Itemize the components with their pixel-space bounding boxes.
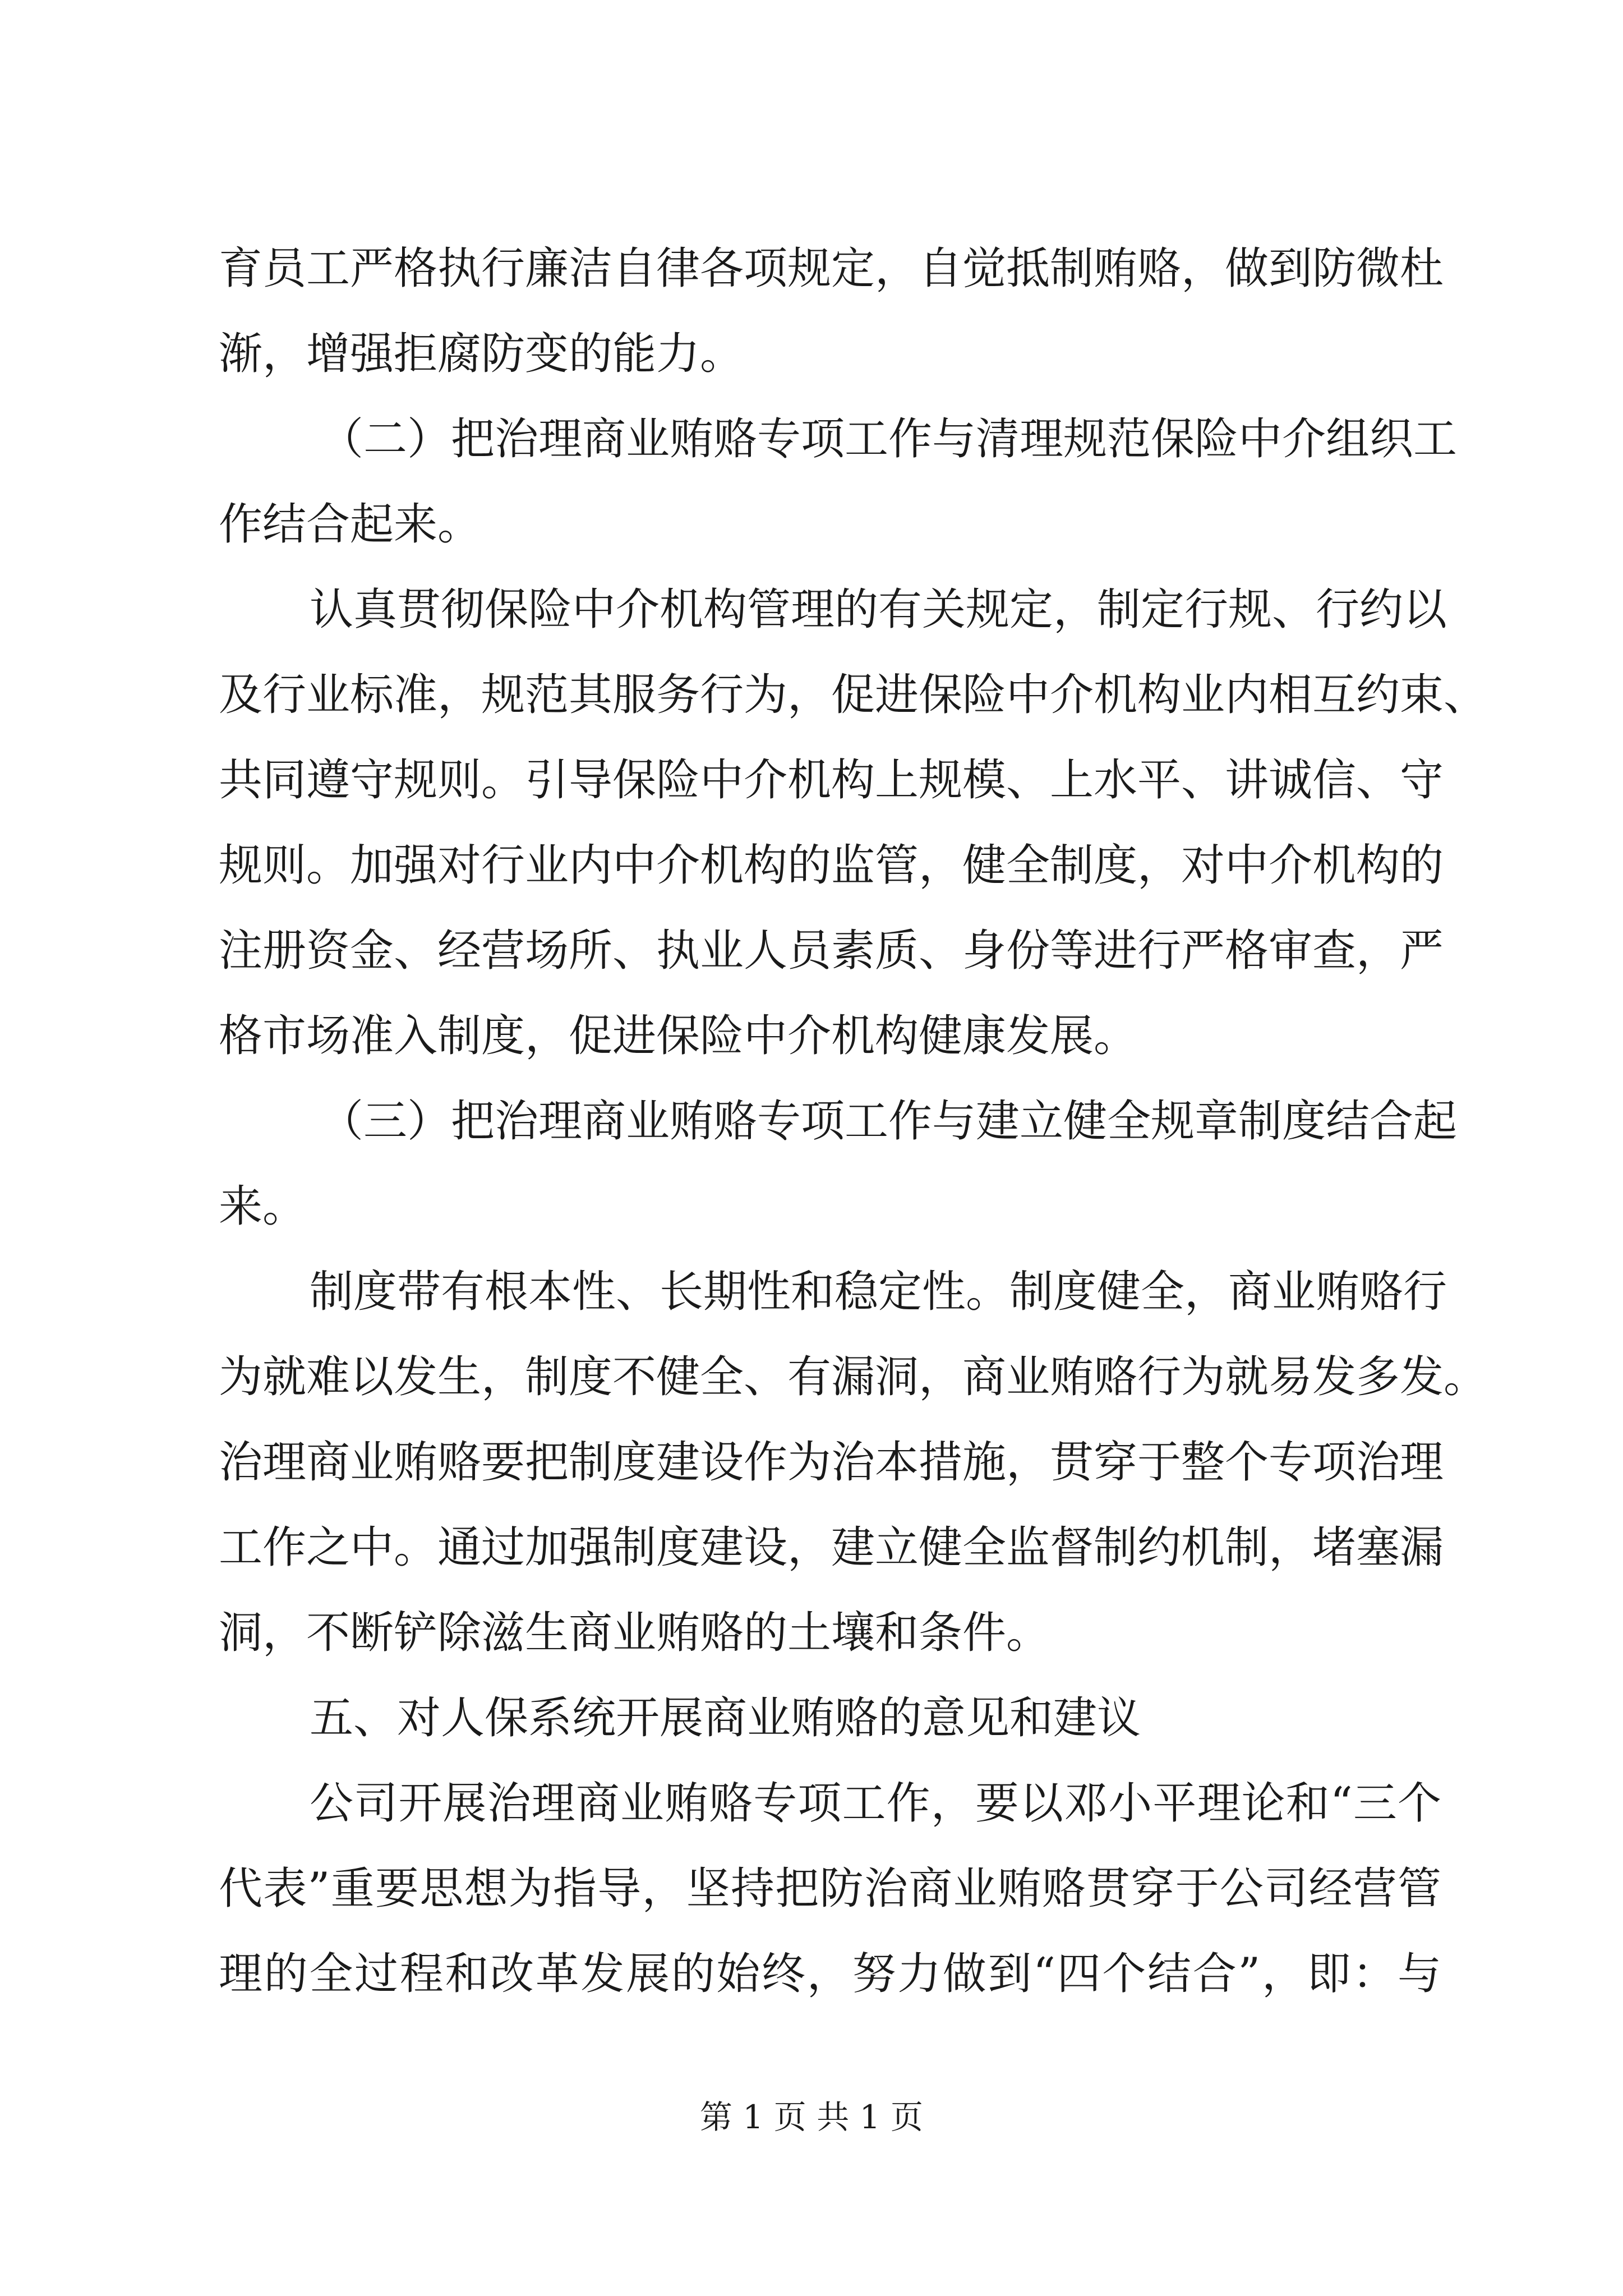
text-line-20: 代表”重要思想为指导，坚持把防治商业贿赂贯穿于公司经营管	[219, 1864, 1441, 1914]
text-line-2: 渐，增强拒腐防变的能力。	[219, 329, 744, 379]
text-line-19: 公司开展治理商业贿赂专项工作，要以邓小平理论和“三个	[310, 1778, 1441, 1829]
page-footer: 第 1 页 共 1 页	[700, 2098, 923, 2136]
text-line-4: 作结合起来。	[219, 499, 482, 550]
text-line-7: 共同遵守规则。引导保险中介机构上规模、上水平、讲诚信、守	[219, 755, 1444, 806]
text-line-5: 认真贯彻保险中介机构管理的有关规定，制定行规、行约以	[310, 585, 1447, 635]
text-line-21: 理的全过程和改革发展的始终，努力做到“四个结合”，即：与	[219, 1949, 1441, 1999]
text-line-15: 治理商业贿赂要把制度建设作为治本措施，贯穿于整个专项治理	[219, 1437, 1444, 1488]
text-line-6: 及行业标准，规范其服务行为，促进保险中介机构业内相互约束、	[219, 670, 1488, 720]
text-line-1: 育员工严格执行廉洁自律各项规定，自觉抵制贿赂，做到防微杜	[219, 243, 1444, 294]
text-line-10: 格市场准入制度，促进保险中介机构健康发展。	[219, 1011, 1138, 1061]
text-line-13: 制度带有根本性、长期性和稳定性。制度健全，商业贿赂行	[310, 1267, 1447, 1317]
text-line-18: 五、对人保系统开展商业贿赂的意见和建议	[310, 1693, 1141, 1743]
text-line-16: 工作之中。通过加强制度建设，建立健全监督制约机制，堵塞漏	[219, 1522, 1444, 1573]
text-line-8: 规则。加强对行业内中介机构的监管，健全制度，对中介机构的	[219, 840, 1444, 891]
text-line-12: 来。	[219, 1181, 307, 1232]
text-line-11: （三）把治理商业贿赂专项工作与建立健全规章制度结合起	[320, 1096, 1458, 1147]
text-line-3: （二）把治理商业贿赂专项工作与清理规范保险中介组织工	[320, 414, 1458, 464]
text-line-14: 为就难以发生，制度不健全、有漏洞，商业贿赂行为就易发多发。	[219, 1352, 1488, 1402]
text-line-17: 洞，不断铲除滋生商业贿赂的土壤和条件。	[219, 1608, 1050, 1658]
text-line-9: 注册资金、经营场所、执业人员素质、身份等进行严格审查，严	[219, 926, 1444, 976]
